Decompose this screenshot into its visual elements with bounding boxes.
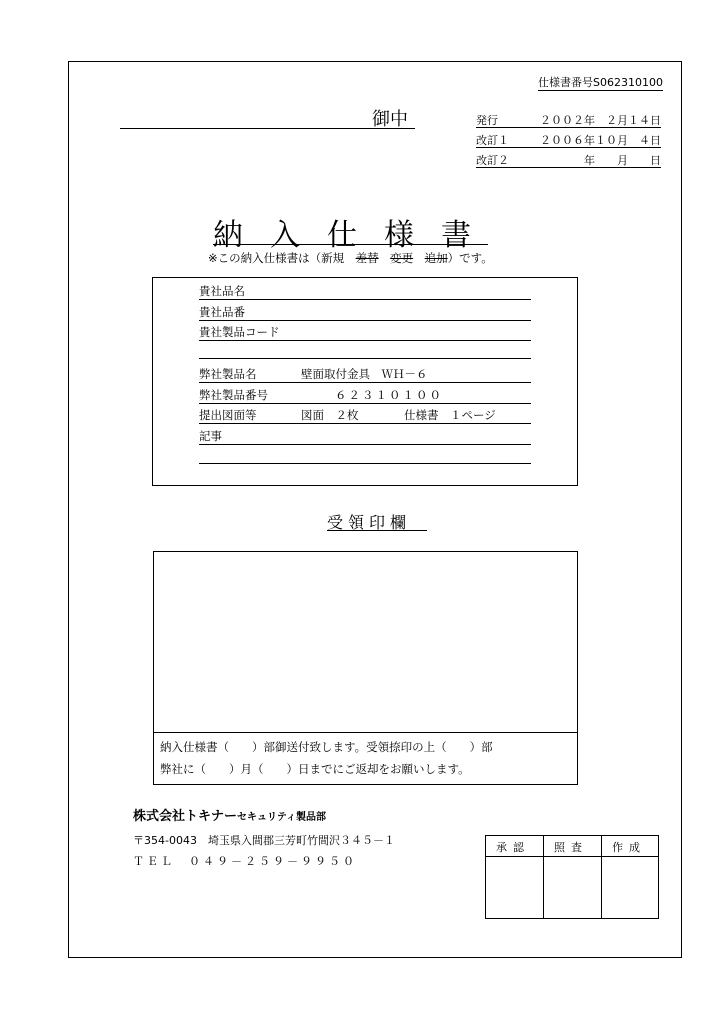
receipt-message-line2: 弊社に（ ）月（ ）日までにご返却をお願いします。: [160, 762, 470, 776]
revision-row-2: [476, 151, 661, 168]
revision-row-1: [476, 131, 661, 148]
revision-date: ２００６年１０月 ４日: [540, 134, 661, 147]
field-value: 図面 ２枚: [301, 408, 359, 422]
revision-date: ２００２年 ２月１４日: [540, 114, 661, 127]
approval-table: [485, 835, 659, 919]
company-tel: ＴＥＬ ０４９－２５９－９９５０: [133, 855, 357, 868]
revision-label: 改訂１: [476, 134, 509, 147]
company-name-text: 株式会社トキナー: [133, 809, 238, 824]
receipt-title-underline: [327, 530, 427, 531]
field-customer-part-no: [199, 304, 531, 321]
field-label: 弊社製品名: [199, 367, 257, 381]
approval-column-divider: [601, 836, 602, 918]
document-title: 納入仕様書: [213, 218, 498, 253]
document-type-note: [208, 250, 493, 266]
spec-number: 仕様書番号S062310100: [538, 76, 663, 89]
field-our-product-name: [199, 366, 531, 383]
revision-label: 発行: [476, 114, 498, 127]
approval-header-check: 照査: [554, 841, 588, 854]
recipient-line: [120, 128, 415, 129]
field-remarks-line: [199, 447, 531, 464]
company-division: セキュリティ製品部: [237, 812, 327, 823]
note-suffix: ）です。: [447, 251, 493, 265]
field-label: 貴社製品コード: [199, 325, 280, 339]
revision-row-issue: [476, 111, 661, 128]
recipient-suffix: 御中: [372, 109, 408, 130]
receipt-divider: [154, 732, 577, 733]
field-label: 弊社製品番号: [199, 388, 268, 402]
field-customer-product-code: [199, 324, 531, 341]
receipt-stamp-title: 受領印欄: [327, 513, 412, 532]
approval-header-create: 作成: [612, 841, 646, 854]
field-remarks: [199, 428, 531, 445]
field-label: 提出図面等: [199, 408, 257, 422]
field-value: ６２３１０１００: [335, 388, 443, 402]
approval-header-approve: 承認: [496, 841, 530, 854]
revision-label: 改訂２: [476, 154, 509, 167]
company-address: 〒354-0043 埼玉県入間郡三芳町竹間沢３４５－１: [133, 834, 395, 847]
approval-column-divider: [543, 836, 544, 918]
revision-date: 年 月 日: [584, 154, 661, 167]
company-name: [133, 805, 326, 824]
field-value: 仕様書 １ページ: [404, 408, 496, 422]
field-label: 記事: [199, 429, 222, 443]
field-customer-part-name: [199, 283, 531, 300]
note-prefix: ※この納入仕様書は（新規: [208, 251, 345, 265]
field-our-product-no: [199, 387, 531, 404]
note-struck-replace: 差替: [355, 251, 379, 265]
field-submitted-drawings: [199, 407, 531, 424]
field-label: 貴社品番: [199, 305, 245, 319]
receipt-message-line1: 納入仕様書（ ）部御送付致します。受領捺印の上（ ）部: [160, 740, 493, 754]
note-struck-add: 追加: [424, 251, 448, 265]
field-value: 壁面取付金具 ＷＨ－６: [301, 367, 428, 381]
field-blank-separator: [199, 342, 531, 359]
title-underline: [213, 244, 488, 245]
field-label: 貴社品名: [199, 284, 245, 298]
note-change: 変更: [390, 251, 414, 265]
